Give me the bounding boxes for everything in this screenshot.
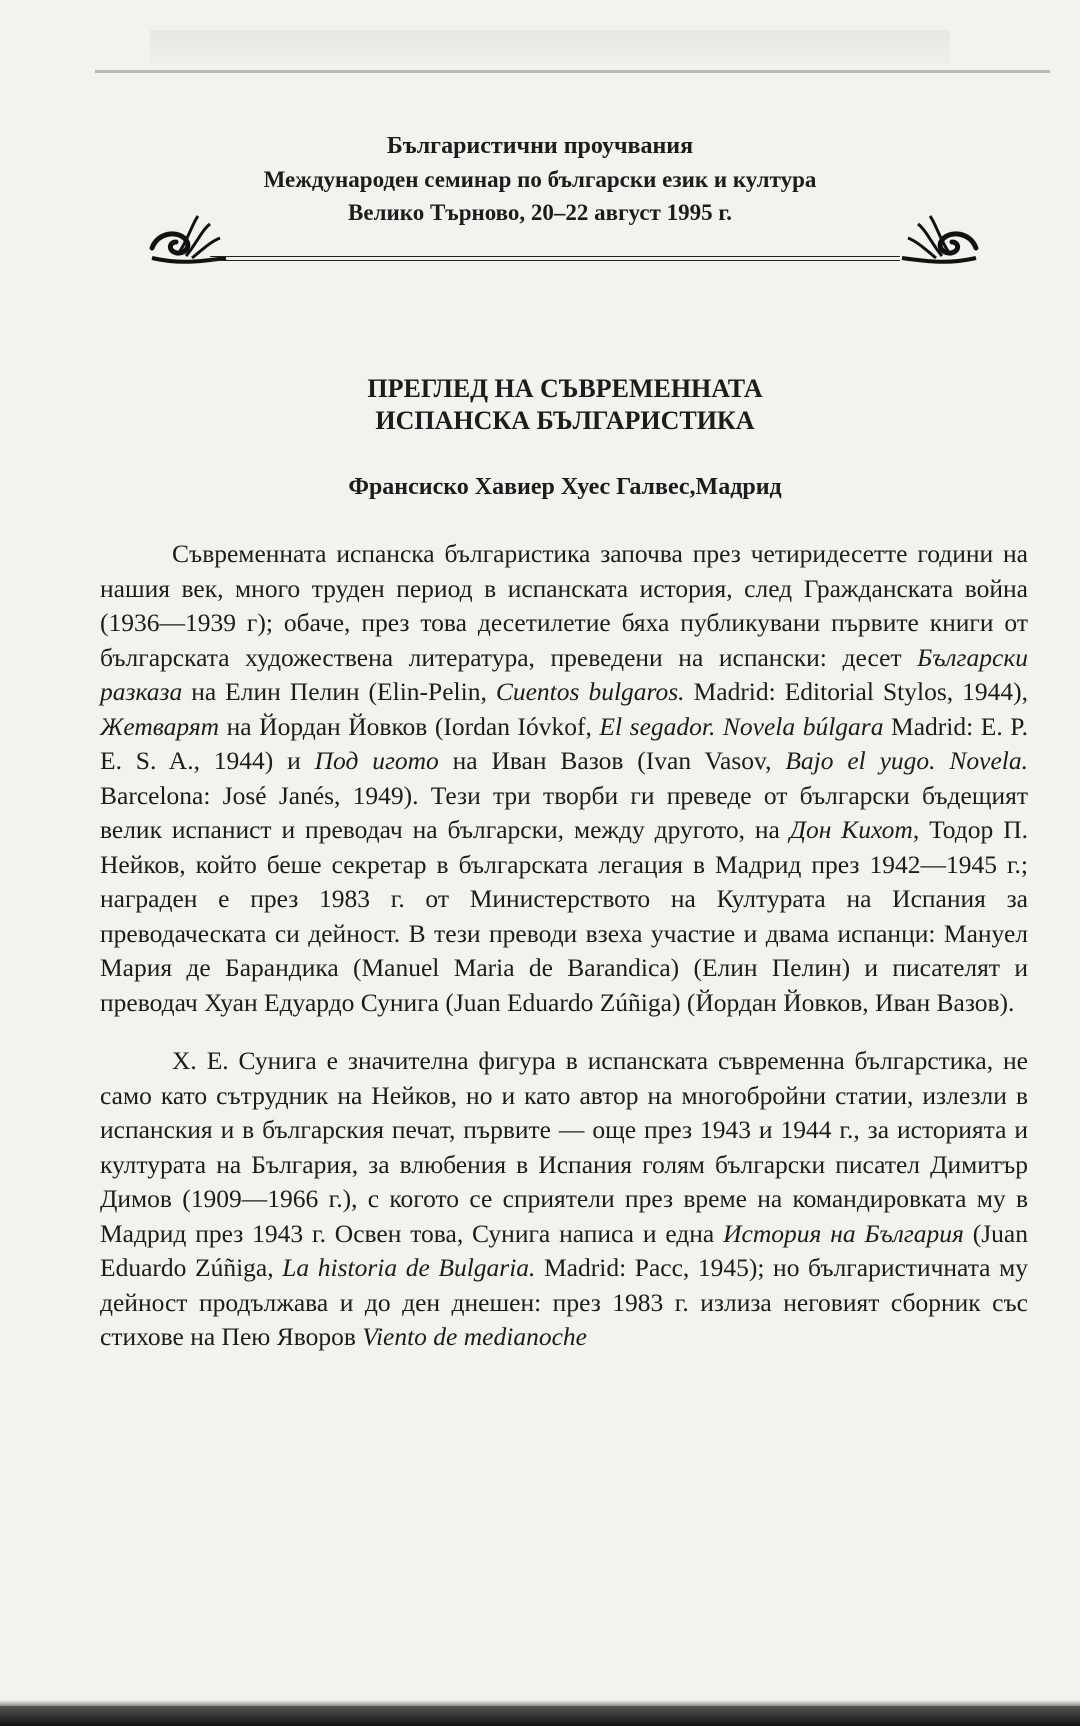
text-run: , Тодор П. Нейков, който беше секретар в българската легация в Мадрид през 1942—1945 г.; награден е през 1983 г. от Министерството на Културата на Испания за преводаческата си дейност. В тези преводи взеха участие и двама испанци: Мануел Мария де Барандика (Manuel Maria de Barandica) (Елин Пелин) и писателят и преводач Хуан Едуардо Сунига (Juan Eduardo Zúñiga) (Йордан Йовков, Иван Вазов). (100, 815, 1028, 1017)
text-run: на Елин Пелин (Elin-Pelin, (182, 677, 496, 706)
text-run: Madrid: Editorial Stylos, 1944), (684, 677, 1028, 706)
top-rule (95, 70, 1050, 73)
title-line-2: ИСПАНСКА БЪЛГАРИСТИКА (375, 406, 755, 435)
title-line-1: ПРЕГЛЕД НА СЪВРЕМЕННАТА (367, 374, 763, 403)
text-run: Съвременната испанска българистика започва през четиридесетте години на нашия век, много труден период в испанската история, след Гражданската война (1936—1939 г); обаче, през това десетилетие бяха публикувани първите книги от българската художествена литература, преведени на испански: десет (100, 539, 1028, 672)
series-title: Българистични проучвания (386, 133, 694, 159)
text-run: (Juan Eduardo Zúñiga, (100, 1218, 1028, 1282)
article-body (100, 537, 1028, 1355)
text-run: на Иван Вазов (Ivan Vasov, (438, 746, 786, 775)
italic-title: El segador. Novela búlgara (599, 711, 884, 741)
running-head-shadow (150, 30, 950, 66)
right-flourish-icon (900, 210, 980, 270)
italic-title: Дон Кихот (789, 815, 913, 844)
article-title (0, 373, 1080, 437)
paragraph-2 (100, 1044, 1028, 1355)
text-run: Х. Е. Сунига е значителна фигура в испанската съвременна българстика, не само като сътрудник на Нейков, но и като автор на многобройни статии, излезли в испанския и в българския печат, първите — още през 1943 и 1944 г., за историята и културата на България, за влюбения в Испания голям български писател Димитър Димов (1909—1966 г.), с когото се сприятели през време на командировката му в Мадрид през 1943 г. Освен това, Сунига написа и една (100, 1046, 1028, 1248)
paragraph-1 (100, 537, 1028, 1020)
text-run: Madrid: E. P. E. S. A., 1944) и (100, 711, 1028, 775)
left-flourish-icon (148, 210, 228, 270)
italic-title: Български разказа (100, 642, 1028, 706)
text-run: на Йордан Йовков (Iordan Ióvkof, (219, 711, 600, 741)
italic-title: Cuentos bulgaros. (495, 677, 685, 706)
text-run: Madrid: Pacc, 1945); но българистичната му дейност продължава и до ден днешен: през 1983 г. излиза неговият сборник със стихове на Пею Яворов (100, 1253, 1028, 1351)
italic-title: Bajo el yugo. Novela. (785, 746, 1028, 775)
scan-bottom-edge (0, 1706, 1080, 1726)
italic-title: La historia de Bulgaria. (282, 1253, 536, 1282)
italic-title: Под игото (314, 746, 439, 775)
seminar-name: Международен семинар по български език и култура (263, 167, 817, 192)
italic-title: История на България (723, 1218, 964, 1248)
italic-title: Viento de medianoche (362, 1322, 587, 1351)
italic-title: Жетварят (100, 711, 220, 741)
article-author: Франсиско Хавиер Хуес Галвес,Мадрид (348, 474, 782, 500)
seminar-place-date: Велико Търново, 20–22 август 1995 г. (348, 200, 732, 225)
ornament-rule (210, 256, 900, 261)
text-run: Barcelona: José Janés, 1949). Тези три творби ги преведе от български бъдещият велик испанист и преводач на български, между другото, на (100, 780, 1028, 844)
